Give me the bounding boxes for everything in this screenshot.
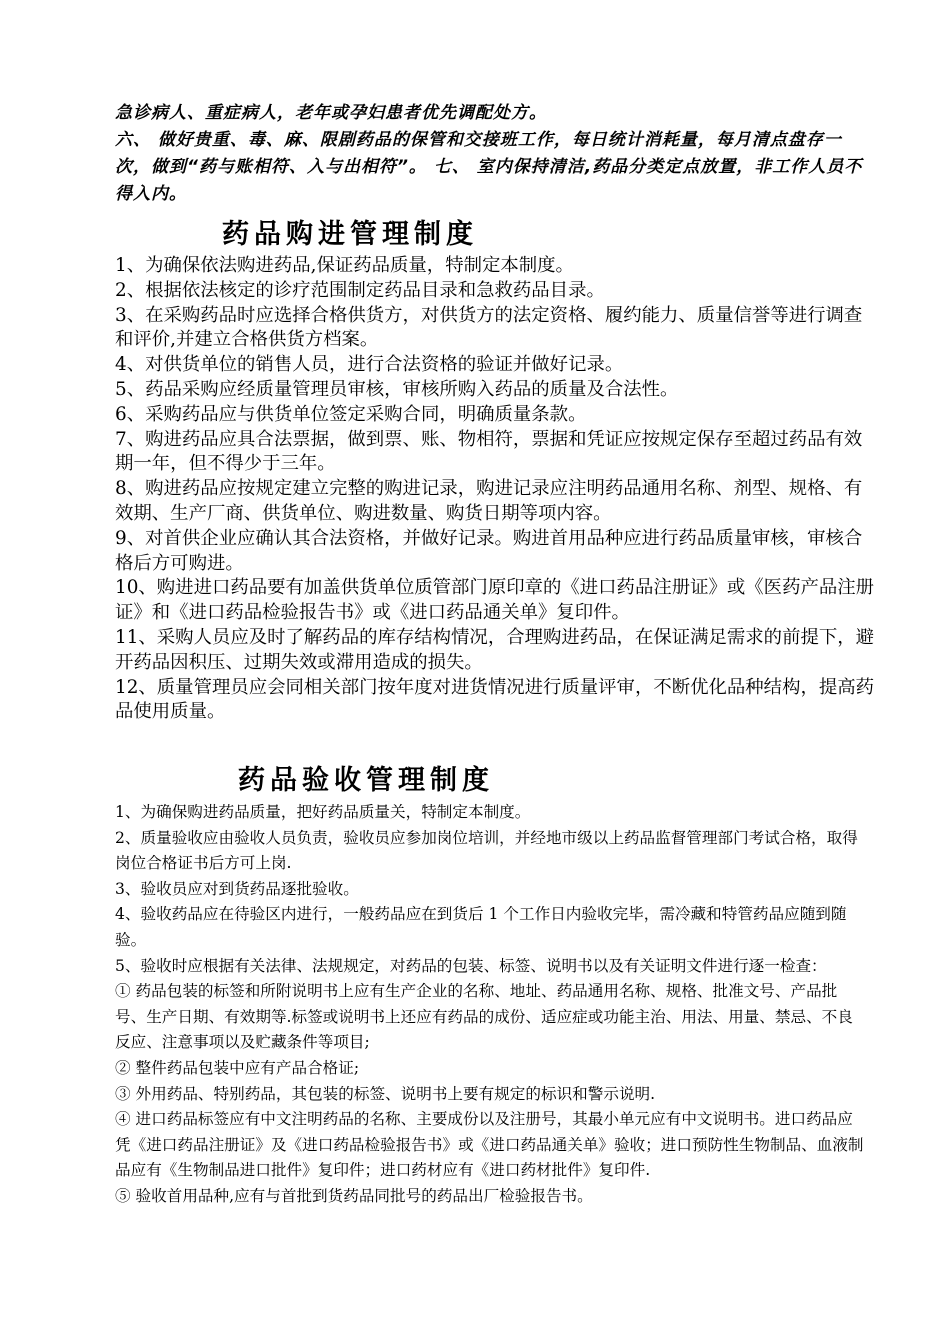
rule-item: ⑤ 验收首用品种,应有与首批到货药品同批号的药品出厂检验报告书。 (115, 1186, 593, 1205)
rule-item: 3、在采购药品时应选择合格供货方，对供货方的法定资格、履约能力、质量信誉等进行调查和评价,并建立合格供货方档案。 (115, 304, 863, 351)
rule-item: 1、为确保依法购进药品,保证药品质量，特制定本制度。 (115, 255, 574, 276)
rule-item: ① 药品包装的标签和所附说明书上应有生产企业的名称、地址、药品通用名称、规格、批准文号、产品批号、生产日期、有效期等.标签或说明书上还应有药品的成份、适应症或功能主治、用法、用量、禁忌、不良反应、注意事项以及贮藏条件等项目; (115, 982, 853, 1052)
rule-item: 9、对首供企业应确认其合法资格，并做好记录。购进首用品种应进行药品质量审核，审核合格后方可购进。 (115, 527, 863, 574)
rule-item: 7、购进药品应具合法票据，做到票、账、物相符，票据和凭证应按规定保存至超过药品有效期一年，但不得少于三年。 (115, 428, 863, 475)
rule-item: 2、根据依法核定的诊疗范围制定药品目录和急救药品目录。 (115, 279, 605, 301)
rule-item: 8、购进药品应按规定建立完整的购进记录，购进记录应注明药品通用名称、剂型、规格、有效期、生产厂商、供货单位、购进数量、购货日期等项内容。 (115, 478, 863, 524)
rule-item: 3、验收员应对到货药品逐批验收。 (115, 879, 359, 898)
acceptance-rules-list (115, 800, 865, 1210)
rule-item: 4、对供货单位的销售人员，进行合法资格的验证并做好记录。 (115, 354, 624, 376)
purchase-rules-list (115, 254, 875, 725)
rule-item: ② 整件药品包装中应有产品合格证; (115, 1058, 360, 1077)
rule-item: 6、采购药品应与供货单位签定采购合同，明确质量条款。 (115, 403, 587, 425)
rule-item: 10、购进进口药品要有加盖供货单位质管部门原印章的《进口药品注册证》或《医药产品注册证》和《进口药品检验报告书》或《进口药品通关单》复印件。 (115, 577, 875, 624)
rule-item: ③ 外用药品、特别药品，其包装的标签、说明书上要有规定的标识和警示说明. (115, 1084, 656, 1103)
rule-item: 12、质量管理员应会同相关部门按年度对进货情况进行质量评审，不断优化品种结构，提高药品使用质量。 (115, 676, 875, 723)
rule-item: 5、药品采购应经质量管理员审核，审核所购入药品的质量及合法性。 (115, 378, 679, 400)
rule-item: 2、质量验收应由验收人员负责，验收员应参加岗位培训，并经地市级以上药品监督管理部门考试合格，取得岗位合格证书后方可上岗. (115, 828, 858, 873)
intro-paragraph: 六、 做好贵重、毒、麻、限剧药品的保管和交接班工作，每日统计消耗量，每月清点盘存一次，做到“药与账相符、入与出相符”。 七、 室内保持清洁,药品分类定点放置，非工作人员不得入内。 (115, 130, 863, 204)
rule-item: ④ 进口药品标签应有中文注明药品的名称、主要成份以及注册号，其最小单元应有中文说明书。进口药品应凭《进口药品注册证》及《进口药品检验报告书》或《进口药品通关单》验收；进口预防性生物制品、血液制品应有《生物制品进口批件》复印件；进口药材应有《进口药材批件》复印件. (115, 1110, 864, 1180)
intro-line: 急诊病人、重症病人，老年或孕妇患者优先调配处方。 (115, 103, 547, 123)
rule-item: 1、为确保购进药品质量，把好药品质量关，特制定本制度。 (115, 803, 531, 821)
rule-item: 11、采购人员应及时了解药品的库存结构情况，合理购进药品，在保证满足需求的前提下，避开药品因积压、过期失效或滞用造成的损失。 (115, 626, 875, 673)
section-title-acceptance: 药品验收管理制度 (238, 765, 494, 796)
intro-block (115, 100, 865, 208)
section-title-purchase: 药品购进管理制度 (222, 219, 478, 250)
rule-item: 4、验收药品应在待验区内进行，一般药品应在到货后 1 个工作日内验收完毕，需冷藏和特管药品应随到随验。 (115, 905, 847, 949)
rule-item: 5、验收时应根据有关法律、法规规定，对药品的包装、标签、说明书以及有关证明文件进行逐一检查： (115, 956, 827, 975)
